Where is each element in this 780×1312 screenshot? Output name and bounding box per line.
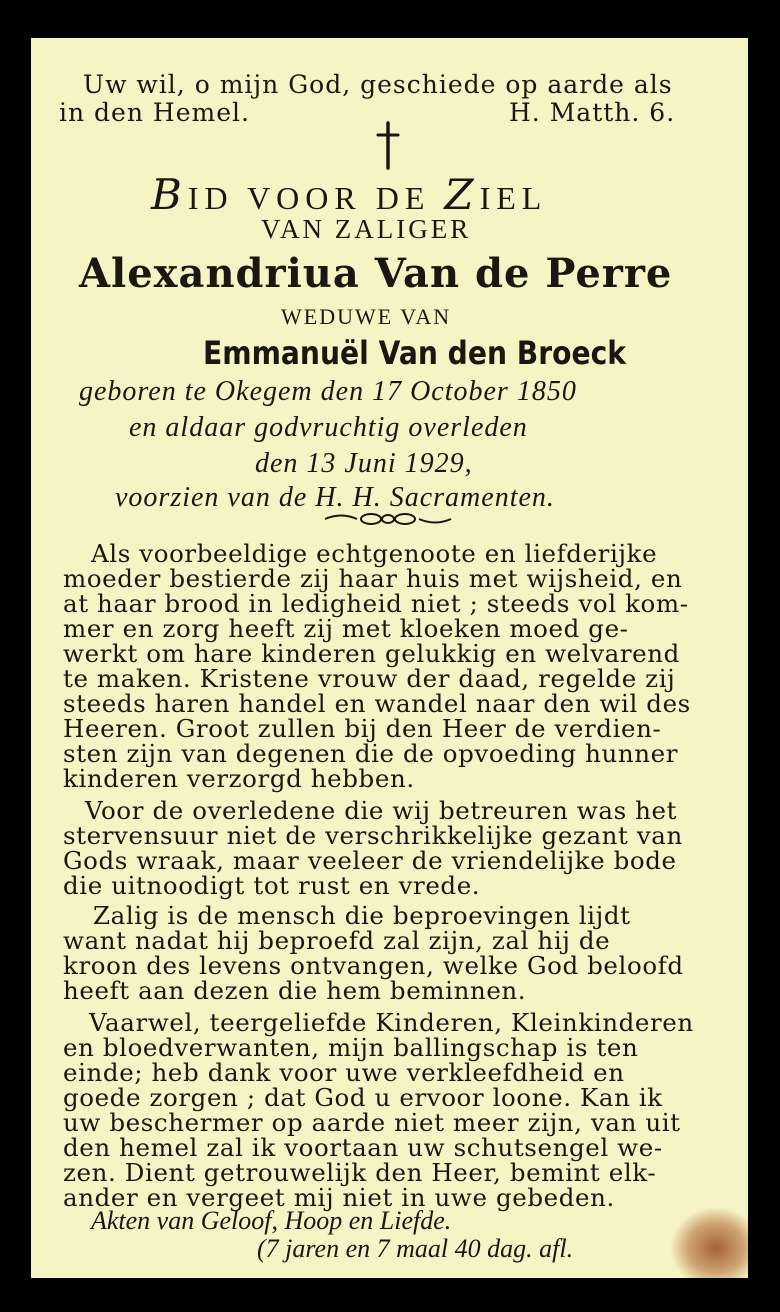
footer-indulgence: (7 jaren en 7 maal 40 dag. afl. [257, 1234, 574, 1263]
body-line: moeder bestierde zij haar huis met wijsheid, en [63, 564, 683, 593]
body-line: kroon des levens ontvangen, welke God beloofd [63, 951, 684, 980]
body-line: Vaarwel, teergeliefde Kinderen, Kleinkinderen [89, 1008, 694, 1037]
ziel-text: IEL [479, 180, 548, 216]
body-line: werkt om hare kinderen gelukkig en welvarend [63, 639, 680, 668]
pray-heading [151, 170, 547, 219]
body-line: die uitnoodigt tot rust en vrede. [63, 871, 481, 900]
body-line: Heeren. Groot zullen bij den Heer de verdien- [63, 714, 662, 743]
body-line: sten zijn van degenen die de opvoeding hunner [63, 739, 679, 768]
stain-mark [671, 1208, 748, 1278]
memorial-card [31, 38, 748, 1278]
body-line: uw beschermer op aarde niet meer zijn, van uit [63, 1108, 681, 1137]
cross-icon [373, 120, 403, 170]
weduwe-van: WEDUWE VAN [281, 304, 452, 329]
body-line: den hemel zal ik voortaan uw schutsengel we- [63, 1133, 663, 1162]
body-line: mer en zorg heeft zij met kloeken moed ge- [63, 614, 629, 643]
body-line: Zalig is de mensch die beproevingen lijdt [93, 901, 631, 930]
body-line: at haar brood in ledigheid niet ; steeds vol kom- [63, 589, 689, 618]
body-line: stervensuur niet de verschrikkelijke gezant van [63, 821, 683, 850]
husband-name: Emmanuël Van den Broeck [203, 334, 627, 372]
body-line: ander en vergeet mij niet in uwe gebeden. [63, 1183, 615, 1212]
bid-text: ID VOOR DE [187, 180, 445, 216]
ornament-divider-icon [323, 508, 453, 530]
body-line: Als voorbeeldige echtgenoote en liefderijke [91, 539, 658, 568]
body-line: heeft aan dezen die hem beminnen. [63, 976, 527, 1005]
body-line: zen. Dient getrouwelijk den Heer, bemint elk- [63, 1158, 657, 1187]
body-line: want nadat hij beproefd zal zijn, zal hij de [63, 926, 611, 955]
body-line: te maken. Kristene vrouw der daad, regelde zij [63, 664, 676, 693]
birth-line: geboren te Okegem den 17 October 1850 [79, 376, 577, 407]
body-line: einde; heb dank voor uwe verkleefdheid en [63, 1058, 625, 1087]
bid-initial: B [151, 170, 188, 219]
van-zaliger: VAN ZALIGER [261, 214, 472, 244]
death-line-1: en aldaar godvruchtig overleden [129, 412, 528, 443]
quote-line-1: Uw wil, o mijn God, geschiede op aarde als [83, 70, 673, 99]
body-line: goede zorgen ; dat God u ervoor loone. Kan ik [63, 1083, 663, 1112]
body-line: en bloedverwanten, mijn ballingschap is ten [63, 1033, 639, 1062]
body-line: steeds haren handel en wandel naar den wil des [63, 689, 691, 718]
body-line: kinderen verzorgd hebben. [63, 764, 415, 793]
footer-acts: Akten van Geloof, Hoop en Liefde. [91, 1206, 452, 1235]
sacraments-line: voorzien van de H. H. Sacramenten. [115, 482, 555, 513]
quote-reference: H. Matth. 6. [509, 98, 676, 127]
quote-line-2: in den Hemel. [59, 98, 250, 127]
body-line: Gods wraak, maar veeleer de vriendelijke bode [63, 846, 677, 875]
body-line: Voor de overledene die wij betreuren was het [85, 796, 678, 825]
deceased-name: Alexandriua Van de Perre [79, 250, 673, 297]
death-line-2: den 13 Juni 1929, [255, 448, 473, 479]
ziel-initial: Z [444, 170, 480, 219]
